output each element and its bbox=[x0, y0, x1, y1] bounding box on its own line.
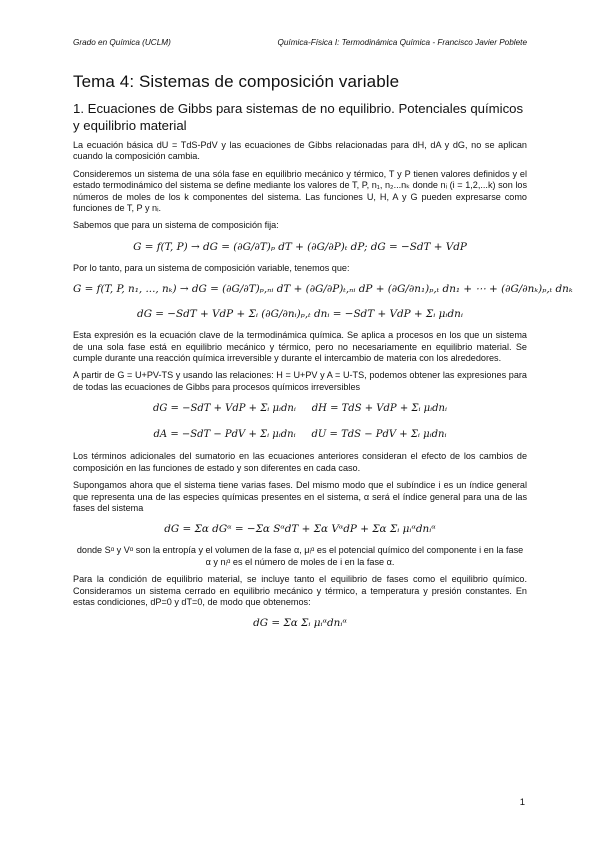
equation-dA: dA = −SdT − PdV + Σᵢ μᵢdnᵢ bbox=[153, 429, 296, 441]
paragraph-5: Esta expresión es la ecuación clave de la termodinámica química. Se aplica a procesos en los que un sistema de una sola fase está en equilibrio mecánico y térmico, pero no necesariamente en equilibrio material. Se cumple durante una reacción química irreversible y durante el intercambio de materia con los alrededores. bbox=[73, 330, 527, 364]
chapter-title: Tema 4: Sistemas de composición variable bbox=[73, 72, 400, 91]
equation-material-equilibrium: dG = Σα Σᵢ μᵢᵅdnᵢᵅ bbox=[253, 617, 347, 630]
equation-variable-composition: G = f(T, P, n₁, ..., nₖ) → dG = (∂G/∂T)ₚ,ₙᵢ dT + (∂G/∂P)ₜ,ₙᵢ dP + (∂G/∂n₁)ₚ,ₜ dn₁ + ⋯ + (∂G/∂nₖ)ₚ,ₜ dnₖ bbox=[73, 283, 573, 296]
equation-multiphase: dG = Σα dGᵅ = −Σα SᵅdT + Σα VᵅdP + Σα Σᵢ μᵢᵅdnᵢᵅ bbox=[164, 523, 436, 536]
equation-block-gibbs-2 bbox=[73, 425, 527, 444]
paragraph-8: Supongamos ahora que el sistema tiene varias fases. Del mismo modo que el subíndice i es un índice general que representa una de las especies químicas presentes en el sistema, α será el índice general para una de las fases del sistema bbox=[73, 480, 527, 513]
equation-fixed-composition: G = f(T, P) → dG = (∂G/∂T)ₚ dT + (∂G/∂P)ₜ dP; dG = −SdT + VdP bbox=[133, 240, 467, 253]
paragraph-10: Para la condición de equilibrio material, se incluye tanto el equilibrio de fases como el equilibrio químico. Consideramos un sistema cerrado en equilibrio mecánico y térmico, a temperatura y presión constantes. En estas condiciones, dP=0 y dT=0, de modo que obtenemos: bbox=[73, 574, 527, 607]
equation-dG: dG = −SdT + VdP + Σᵢ μᵢdnᵢ bbox=[152, 403, 296, 415]
page-number: 1 bbox=[519, 797, 525, 808]
running-header-right: Química-Física I: Termodinámica Química - Francisco Javier Poblete bbox=[277, 38, 527, 47]
equation-gibbs-key: dG = −SdT + VdP + Σᵢ (∂G/∂nᵢ)ₚ,ₜ dnᵢ = −SdT + VdP + Σᵢ μᵢdnᵢ bbox=[137, 308, 463, 321]
equation-dH: dH = TdS + VdP + Σᵢ μᵢdnᵢ bbox=[311, 403, 448, 415]
paragraph-3: Sabemos que para un sistema de composición fija: bbox=[73, 220, 279, 231]
equation-definitions: donde Sᵅ y Vᵅ son la entropía y el volumen de la fase α, μᵢᵅ es el potencial químico del componente i en la fase α y nᵢᵅ es el número de moles de i en la fase α. bbox=[76, 545, 524, 567]
paragraph-7: Los términos adicionales del sumatorio en las ecuaciones anteriores consideran el efecto de los cambios de composición en las funciones de estado y son diferentes en cada caso. bbox=[73, 451, 527, 473]
running-header-left: Grado en Química (UCLM) bbox=[73, 38, 171, 47]
section-heading: 1. Ecuaciones de Gibbs para sistemas de no equilibrio. Potenciales químicos y equilibrio material bbox=[73, 101, 524, 133]
paragraph-1: La ecuación básica dU = TdS-PdV y las ecuaciones de Gibbs relacionadas para dH, dA y dG, no se aplican cuando la composición cambia. bbox=[73, 140, 527, 162]
paragraph-6: A partir de G = U+PV-TS y usando las relaciones: H = U+PV y A = U-TS, podemos obtener las expresiones para de todas las ecuaciones de Gibbs para procesos químicos irreversibles bbox=[73, 370, 527, 392]
paragraph-4: Por lo tanto, para un sistema de composición variable, tenemos que: bbox=[73, 262, 350, 273]
paragraph-2: Consideremos un sistema de una sóla fase en equilibrio mecánico y térmico, T y P tienen valores definidos y el estado termodinámico del sistema se define mediante los valores de T, P, n₁, n₂...nₖ donde nᵢ (i = 1,2,...k) son los números de moles de los k componentes del sistema. Las funciones U, H, A y G pueden expresarse como funciones de T, P y nᵢ. bbox=[73, 168, 527, 214]
equation-block-gibbs-1 bbox=[73, 399, 527, 418]
equation-dU: dU = TdS − PdV + Σᵢ μᵢdnᵢ bbox=[311, 429, 447, 441]
page-body bbox=[73, 72, 573, 639]
